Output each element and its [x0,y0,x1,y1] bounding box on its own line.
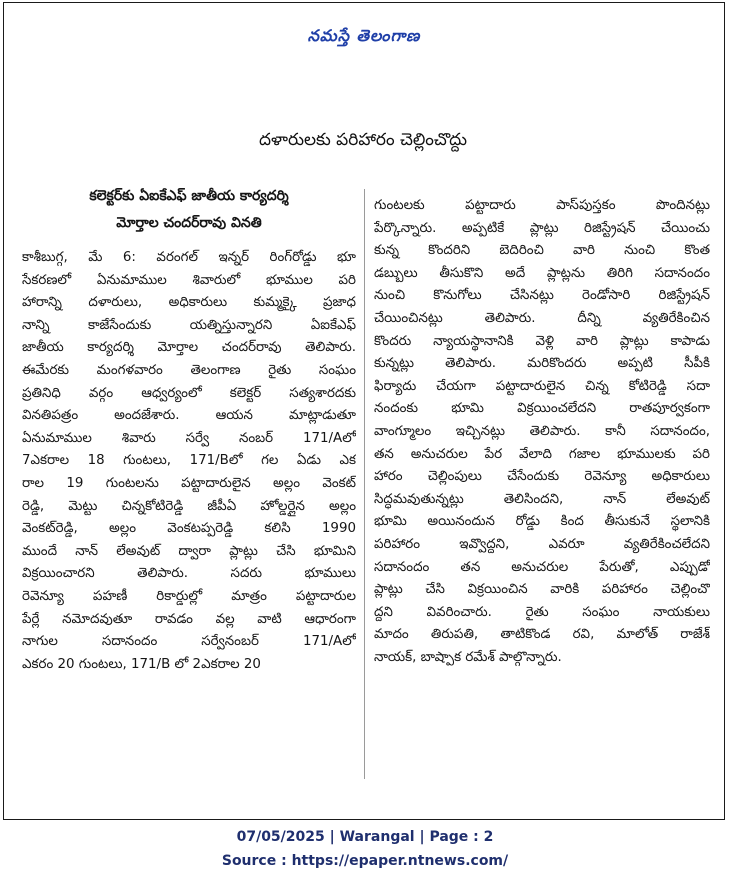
article-line: ఏనుమాముల శివారు సర్వే నంబర్ 171/Aలో [22,430,356,446]
article-line: ఎకరం 20 గుంటలు, 171/B లో 2ఎకరాల 20 [22,656,261,672]
article-line: రాల 19 గుంటలను పట్టాదారులైన అల్లం వెంకట్ [22,475,356,491]
footer-date-edition: 07/05/2025 | Warangal | Page : 2 [236,829,494,845]
article-line: వాంగ్మూలం ఇచ్చినట్లు తెలిపారు. కానీ సదానందం, [374,423,710,439]
article-line: కాశీబుగ్గ, మే 6: వరంగల్ ఇన్నర్ రింగ్‌రోడ్డు భూ [22,250,356,265]
article-line: విక్రయించారని తెలిపారు. సదరు భూములు [22,566,356,582]
article-line: ఫిర్యాదు చేయగా పట్టాదారులైన చిన్న కోటిరెడ్డి సదా [374,378,710,394]
subheadline-line: కలెక్టర్‌కు ఏఐకేఎఫ్ జాతీయ కార్యదర్శి [89,188,289,204]
article-line: ఈమేరకు మంగళవారం తెలంగాణ రైతు సంఘం [22,362,356,378]
article-line: వెంకట్‌రెడ్డి, అల్లం వెంకటప్పరెడ్డి కలిసి 1990 [22,521,356,537]
article-line: ప్లాట్లు చేసి విక్రయించిన వారికి పరిహారం చెల్లించొ [374,582,710,598]
article-line: భూమి అయినందున రోడ్డు కింద తీసుకునే స్థలానికి [374,514,710,530]
article-line: చేయించినట్లు తెలిపారు. దీన్ని వ్యతిరేకించిన [374,310,710,326]
article-line: తన అనుచరుల పేర వేలాది గజాల భూములకు పరి [374,446,710,462]
article-line: డబ్బులు తీసుకొని అదే ప్లాట్లను తిరిగి సదానందం [374,265,710,281]
clipping-frame [3,2,725,820]
article-line: హారాన్ని దళారులు, అధికారులు కుమ్మక్కై ప్రజాధ [22,295,356,311]
masthead-logo: నమస్తే తెలంగాణ [307,26,421,45]
subheadline-line: మోర్తాల చందర్‌రావు వినతి [116,215,262,231]
article-line: 7ఎకరాల 18 గుంటలు, 171/Bలో గల ఏడు ఎక [22,453,356,469]
footer-source: Source : https://epaper.ntnews.com/ [221,853,509,869]
article-line: సేకరణలో ఏనుమాముల శివారులో భూముల పరి [22,272,356,288]
article-line: నందంకు భూమి విక్రయించలేదని రాతపూర్వకంగా [374,401,710,417]
article-column-left [22,183,356,676]
article-line: పరిహారం ఇవ్వొద్దని, ఎవరూ వ్యతిరేకించలేదని [374,536,710,552]
article-line: జాతీయ కార్యదర్శి మోర్తాల చందర్‌రావు తెలిపారు. [22,340,356,356]
article-line: మాదం తిరుపతి, తాటికొండ రవి, మాలోత్ రాజేశ్ [374,627,710,643]
article-line: నుంచి కొనుగోలు చేసినట్లు రెండోసారి రిజిస్ట్రేషన్ [374,288,710,304]
article-line: కొందరు న్యాయస్థానానికి వెళ్లి వారి ప్లాట్లు కాపాడు [374,333,710,349]
article-line: ద్దని వివరించారు. రైతు సంఘం నాయకులు [374,604,710,620]
article-line: రెడ్డి, మెట్టు చిన్నకోటిరెడ్డి జీపీఏ హోల్డర్లైన అల్లం [22,498,356,514]
article-line: కున్నట్లు తెలిపారు. మరికొందరు అప్పటి సీపీకి [374,356,710,372]
article-line: నాన్ని కాజేసేందుకు యత్నిస్తున్నారని ఏఐకేఎఫ్ [22,317,356,333]
article-column-right [374,195,710,669]
article-line: పేర్కొన్నారు. అప్పటికే ప్లాట్లు రిజిస్ట్రేషన్ చేయించు [374,220,710,236]
headline: దళారులకు పరిహారం చెల్లించొద్దు [259,130,467,150]
article-line: సిద్ధమవుతున్నట్లు తెలిసిందని, నాన్ లేఅవుట్ [374,491,710,507]
article-line: ప్రతినిధి వర్గం ఆధ్వర్యంలో కలెక్టర్ సత్యశారదకు [22,385,356,401]
article-line: నాగుల సదానందం సర్వేనంబర్ 171/Aలో [22,634,356,650]
article-line: కున్న కొందరిని బెదిరించి వారి నుంచి కొంత [374,243,710,259]
article-line: రెవెన్యూ పహణీ రికార్డుల్లో మాత్రం పట్టాదారుల [22,588,356,604]
article-line: వినతిపత్రం అందజేశారు. ఆయన మాట్లాడుతూ [22,408,356,424]
article-line: హారం చెల్లింపులు చేసేందుకు రెవెన్యూ అధికారులు [374,469,710,485]
article-line: గుంటలకు పట్టాదారు పాస్‌పుస్తకం పొందినట్లు [374,198,710,213]
article-line: ముందే నాన్ లేఅవుట్ ద్వారా ప్లాట్లు చేసి భూమిని [22,543,356,559]
article-line: సదానందం తన అనుచరుల పేరుతో, ఎప్పుడో [374,559,710,575]
column-divider [364,189,365,779]
article-line: నాయక్, బాష్పాక రమేశ్ పాల్గొన్నారు. [374,649,562,665]
article-line: పేర్లే నమోదవుతూ రావడం వల్ల వాటి ఆధారంగా [22,611,356,627]
